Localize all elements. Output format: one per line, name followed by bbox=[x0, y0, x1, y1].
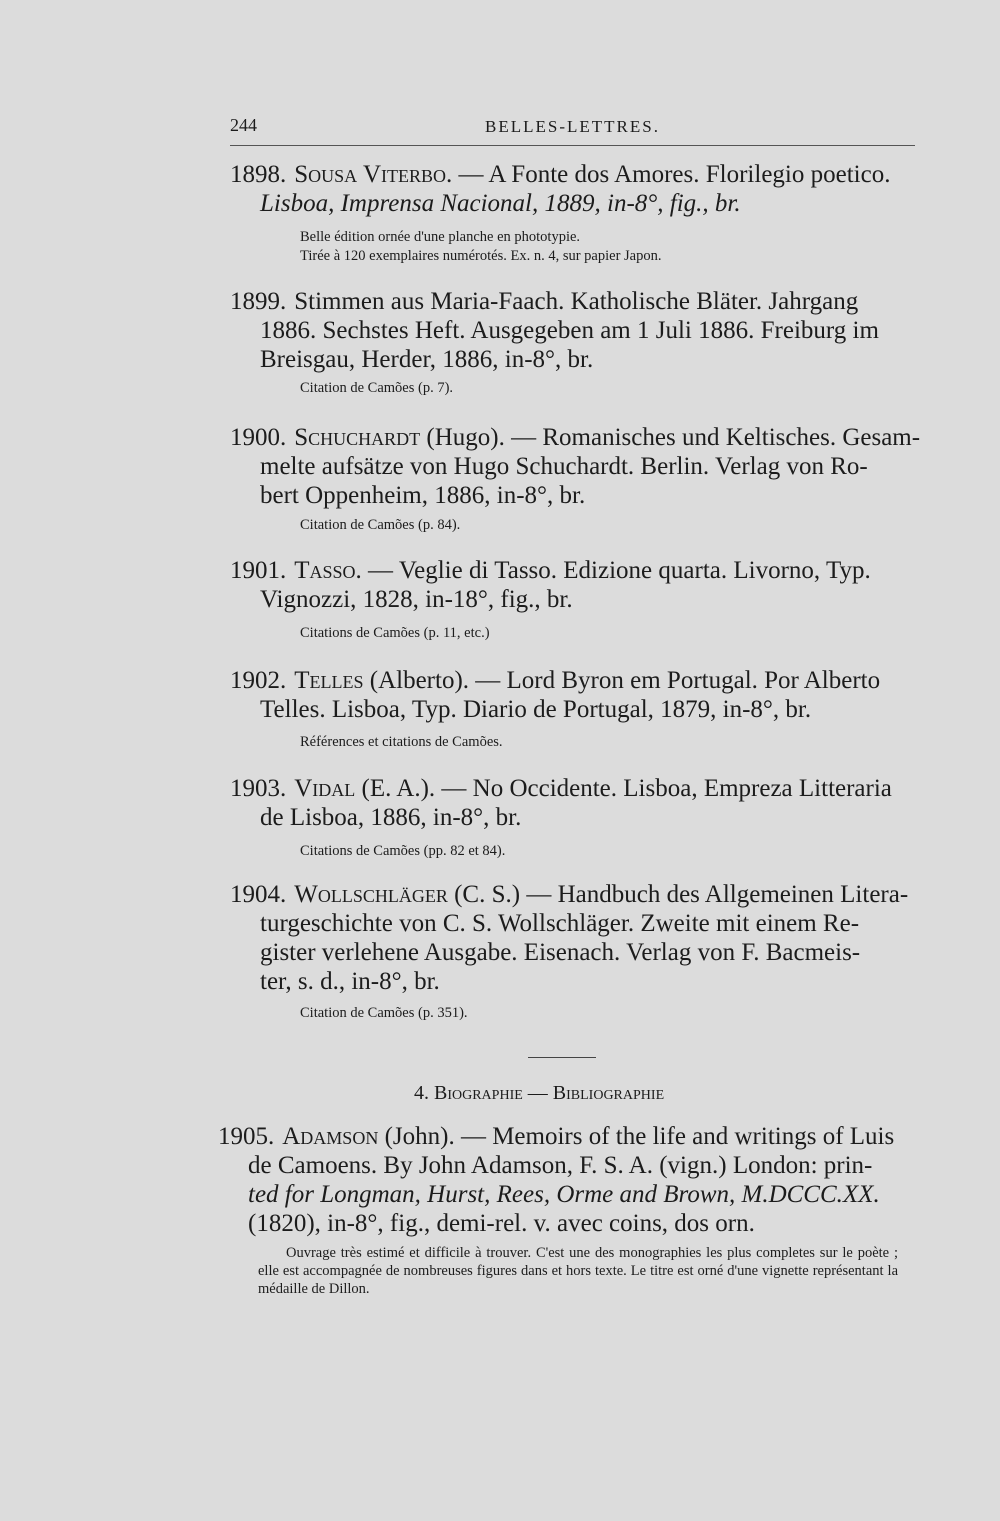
entry-text: Telles. Lisboa, Typ. Diario de Portugal, 1879, in-8°, br. bbox=[260, 696, 812, 723]
entry-author: Wollschläger bbox=[294, 881, 448, 908]
entry-number: 1902. bbox=[230, 667, 287, 694]
entry-note: Citation de Camões (p. 7). bbox=[300, 380, 454, 396]
entry-text: gister verlehene Ausgabe. Eisenach. Verlag von F. Bacmeis- bbox=[260, 939, 861, 966]
entry-1900 bbox=[230, 423, 921, 510]
entry-1904 bbox=[230, 880, 910, 996]
entry-number: 1899. bbox=[230, 288, 287, 315]
entry-text: Lisboa, Imprensa Nacional, 1889, in-8°, fig., br. bbox=[260, 190, 741, 217]
entry-1901 bbox=[230, 556, 910, 614]
entry-author: Tasso. bbox=[294, 557, 362, 584]
entry-text: Breisgau, Herder, 1886, in-8°, br. bbox=[260, 346, 594, 373]
entry-author: Adamson bbox=[282, 1123, 379, 1150]
entry-text: (Hugo). — Romanisches und Keltisches. Gesam- bbox=[420, 424, 921, 451]
entry-note: Citations de Camões (p. 11, etc.) bbox=[300, 625, 490, 641]
entry-note: Tirée à 120 exemplaires numérotés. Ex. n. 4, sur papier Japon. bbox=[300, 248, 662, 264]
entry-number: 1904. bbox=[230, 881, 287, 908]
entry-text: Stimmen aus Maria-Faach. Katholische Bläter. Jahrgang bbox=[294, 288, 859, 315]
section-title: Biographie — Bibliographie bbox=[434, 1082, 665, 1104]
entry-author: Telles bbox=[294, 667, 364, 694]
entry-text: — A Fonte dos Amores. Florilegio poetico. bbox=[452, 161, 891, 188]
entry-note: Citation de Camões (p. 351). bbox=[300, 1005, 468, 1021]
entry-1905 bbox=[218, 1122, 898, 1238]
entry-author: Vidal bbox=[294, 775, 356, 802]
entry-note-paragraph: Ouvrage très estimé et difficile à trouver. C'est une des monographies les plus completes sur le poète ; elle est accompagnée de nombreuses figures dans et hors texte. Le titre est orné d'une vignette représentant la médaille de Dillon. bbox=[258, 1245, 898, 1297]
entry-text: (E. A.). — No Occidente. Lisboa, Empreza Litteraria bbox=[355, 775, 892, 802]
entry-text: (1820), in-8°, fig., demi-rel. v. avec coins, dos orn. bbox=[248, 1210, 755, 1237]
entry-text: (John). — Memoirs of the life and writings of Luis bbox=[378, 1123, 895, 1150]
entry-text: melte aufsätze von Hugo Schuchardt. Berlin. Verlag von Ro- bbox=[260, 453, 868, 480]
entry-number: 1901. bbox=[230, 557, 287, 584]
entry-number: 1903. bbox=[230, 775, 287, 802]
entry-number: 1898. bbox=[230, 161, 287, 188]
entry-text: — Veglie di Tasso. Edizione quarta. Livorno, Typ. bbox=[361, 557, 871, 584]
entry-text: bert Oppenheim, 1886, in-8°, br. bbox=[260, 482, 586, 509]
entry-text: Vignozzi, 1828, in-18°, fig., br. bbox=[260, 586, 573, 613]
running-title: BELLES-LETTRES. bbox=[485, 117, 660, 136]
entry-1903 bbox=[230, 774, 910, 832]
page-header bbox=[230, 115, 915, 146]
entry-note: Citation de Camões (p. 84). bbox=[300, 517, 461, 533]
entry-number: 1900. bbox=[230, 424, 287, 451]
entry-text: 1886. Sechstes Heft. Ausgegeben am 1 Juli 1886. Freiburg im bbox=[260, 317, 879, 344]
entry-note: Belle édition ornée d'une planche en phototypie. bbox=[300, 229, 581, 245]
page-number: 244 bbox=[230, 115, 257, 135]
section-number: 4. bbox=[414, 1082, 429, 1104]
section-divider bbox=[528, 1057, 596, 1058]
entry-text: ter, s. d., in-8°, br. bbox=[260, 968, 440, 995]
entry-text: de Lisboa, 1886, in-8°, br. bbox=[260, 804, 522, 831]
entry-note: Citations de Camões (pp. 82 et 84). bbox=[300, 843, 506, 859]
entry-1902 bbox=[230, 666, 910, 724]
entry-text: de Camoens. By John Adamson, F. S. A. (vign.) London: prin- bbox=[248, 1152, 873, 1179]
entry-1899 bbox=[230, 287, 910, 374]
entry-text: turgeschichte von C. S. Wollschläger. Zweite mit einem Re- bbox=[260, 910, 860, 937]
entry-text: (Alberto). — Lord Byron em Portugal. Por Alberto bbox=[363, 667, 881, 694]
entry-note: Références et citations de Camões. bbox=[300, 734, 503, 750]
section-heading bbox=[414, 1082, 664, 1105]
entry-1898 bbox=[230, 160, 910, 218]
entry-text: (C. S.) — Handbuch des Allgemeinen Litera- bbox=[447, 881, 909, 908]
entry-number: 1905. bbox=[218, 1123, 275, 1150]
entry-author: Sousa Viterbo. bbox=[294, 161, 453, 188]
entry-author: Schuchardt bbox=[294, 424, 421, 451]
entry-text: ted for Longman, Hurst, Rees, Orme and Brown, M.DCCC.XX. bbox=[248, 1181, 880, 1208]
